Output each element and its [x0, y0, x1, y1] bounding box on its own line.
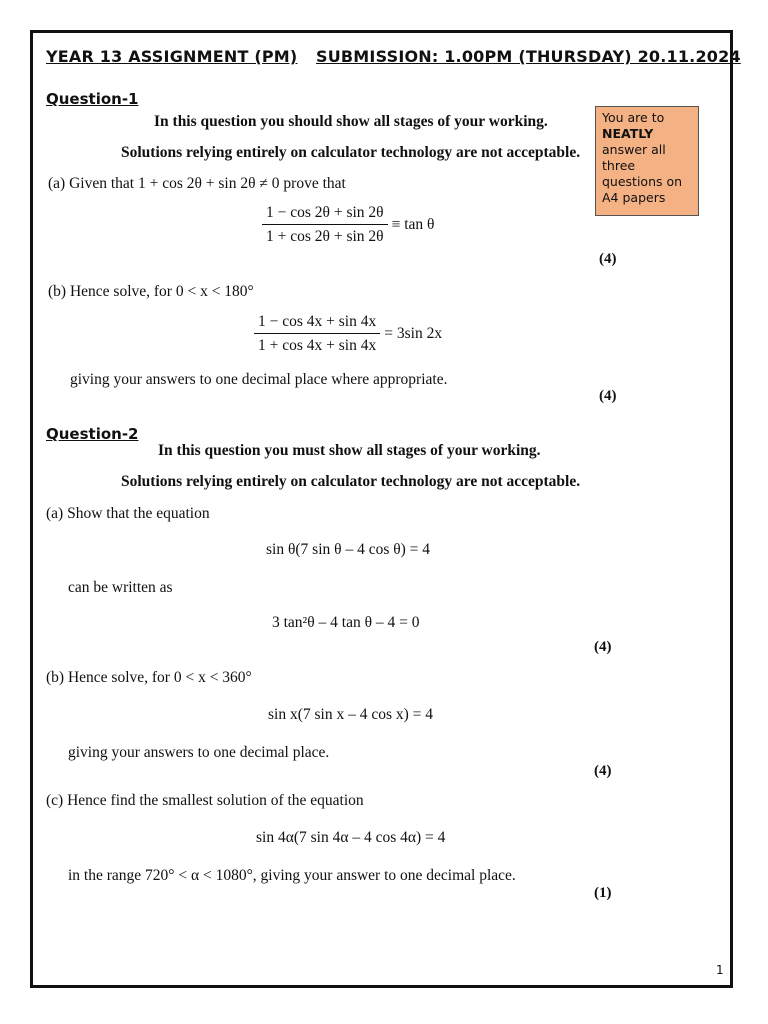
- q2-instruction-2: Solutions relying entirely on calculator technology are not acceptable.: [121, 473, 581, 490]
- q2-c-follow-text: in the range 720° < α < 1080°, giving your answer to one decimal place.: [68, 867, 516, 884]
- q1-b-follow-text: giving your answers to one decimal place where appropriate.: [70, 371, 448, 388]
- question-2-title: Question-2: [46, 425, 139, 443]
- q1-b-rhs: = 3sin 2x: [384, 325, 443, 342]
- q1-instruction-2: Solutions relying entirely on calculator technology are not acceptable.: [121, 144, 581, 161]
- q1-a-marks: (4): [599, 251, 617, 267]
- q1-instruction-1: In this question you should show all stages of your working.: [154, 113, 548, 130]
- q2-a-marks: (4): [594, 639, 612, 655]
- q1-a-rhs: ≡ tan θ: [391, 216, 435, 233]
- header-assignment-title: YEAR 13 ASSIGNMENT (PM): [46, 47, 298, 66]
- q2-b-follow-text: giving your answers to one decimal place.: [68, 744, 330, 761]
- q2-c-marks: (1): [594, 885, 612, 901]
- instruction-note: [595, 106, 699, 216]
- q2-a-middle-text: can be written as: [68, 579, 173, 596]
- note-rest: answer all three questions on A4 papers: [602, 142, 683, 205]
- q2-a-equation-1: sin θ(7 sin θ – 4 cos θ) = 4: [266, 541, 431, 558]
- q2-b-marks: (4): [594, 763, 612, 779]
- q2-a-equation-2: 3 tan²θ – 4 tan θ – 4 = 0: [272, 614, 420, 631]
- q2-part-b-text: (b) Hence solve, for 0 < x < 360°: [46, 669, 252, 686]
- note-emphasis: NEATLY: [602, 126, 654, 141]
- header-submission-date: SUBMISSION: 1.00PM (THURSDAY) 20.11.2024: [316, 47, 741, 66]
- q1-a-denominator: 1 + cos 2θ + sin 2θ: [266, 228, 384, 245]
- question-1-title: Question-1: [46, 90, 139, 108]
- q2-part-a-text: (a) Show that the equation: [46, 505, 210, 522]
- q1-a-numerator: 1 − cos 2θ + sin 2θ: [262, 204, 388, 225]
- q1-b-numerator: 1 − cos 4x + sin 4x: [254, 313, 380, 334]
- note-line1: You are to: [602, 110, 665, 125]
- q2-c-equation: sin 4α(7 sin 4α – 4 cos 4α) = 4: [256, 829, 446, 846]
- q2-instruction-1: In this question you must show all stages of your working.: [158, 442, 541, 459]
- q1-b-denominator: 1 + cos 4x + sin 4x: [258, 337, 377, 354]
- q2-b-equation: sin x(7 sin x – 4 cos x) = 4: [268, 706, 434, 723]
- q1-part-a-text: (a) Given that 1 + cos 2θ + sin 2θ ≠ 0 prove that: [48, 175, 346, 192]
- q1-part-b-text: (b) Hence solve, for 0 < x < 180°: [48, 283, 254, 300]
- q1-b-equation: [254, 313, 442, 355]
- q2-part-c-text: (c) Hence find the smallest solution of the equation: [46, 792, 364, 809]
- q1-a-identity: [262, 204, 434, 246]
- page-number: 1: [716, 963, 724, 977]
- q1-b-marks: (4): [599, 388, 617, 404]
